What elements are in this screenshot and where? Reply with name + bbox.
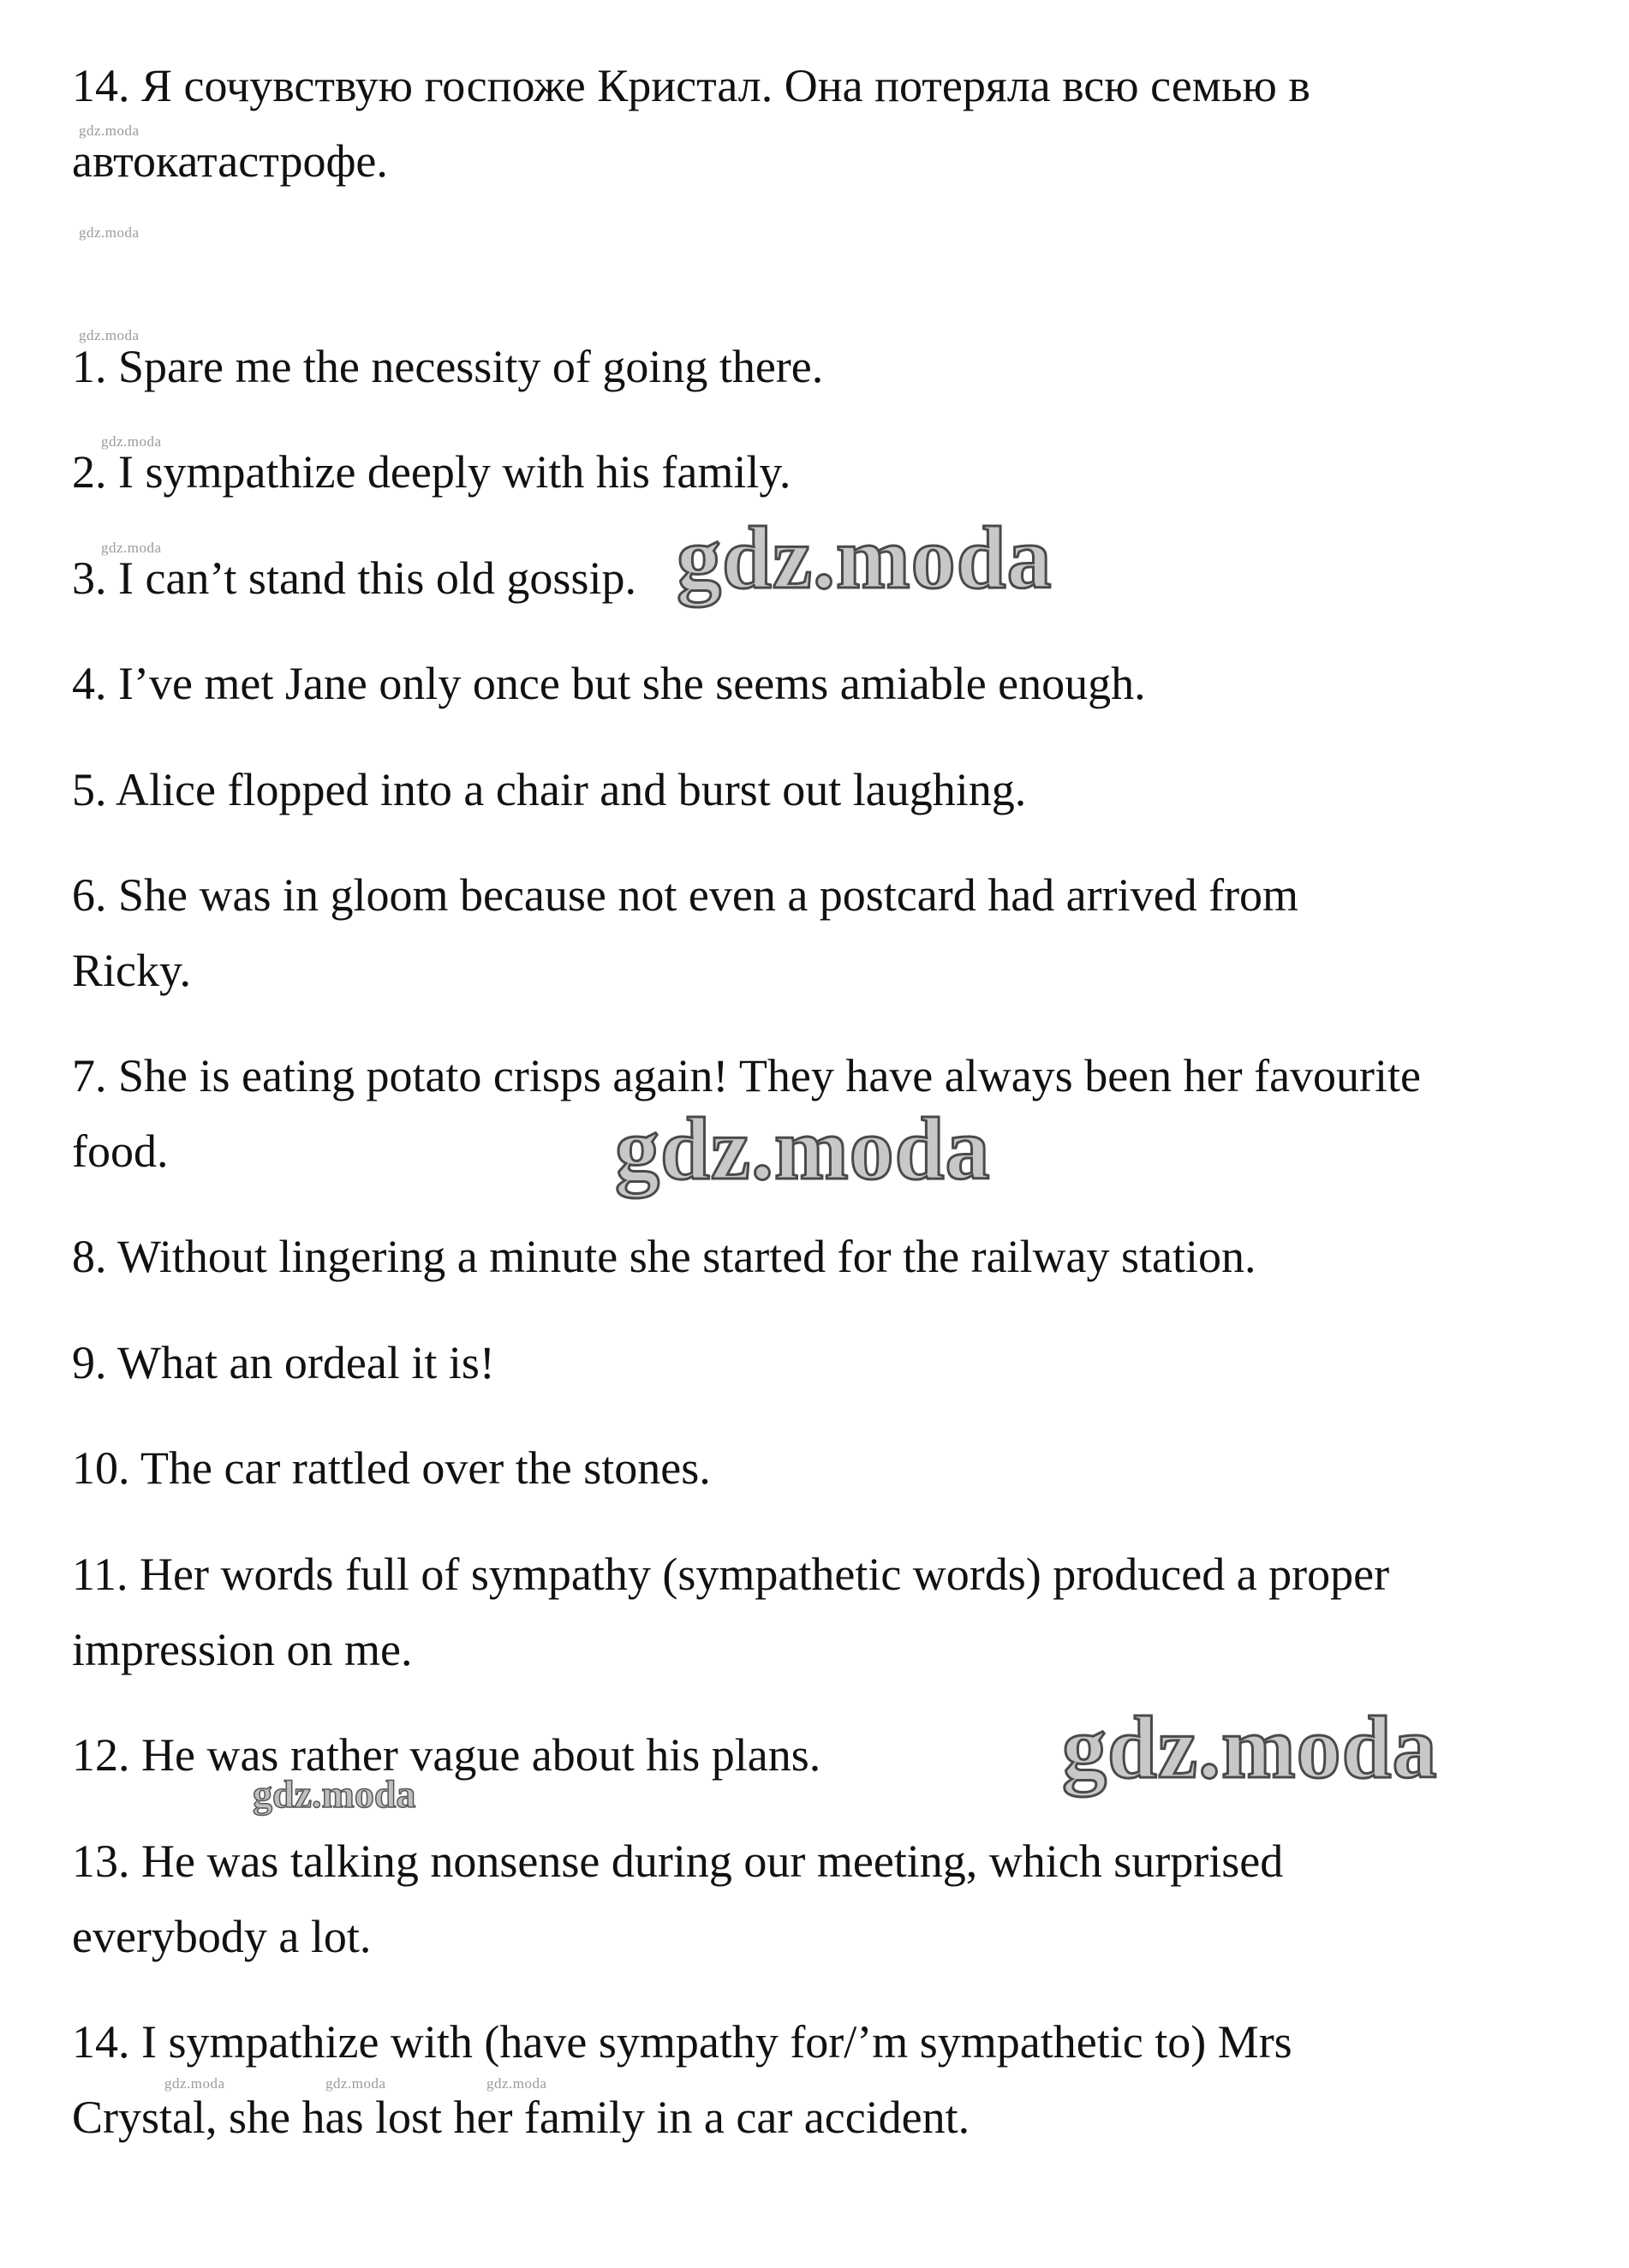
answer-9-line-1: 9. What an ordeal it is! bbox=[72, 1337, 495, 1388]
answer-3-line-1: 3. I can’t stand this old gossip. bbox=[72, 552, 636, 604]
answer-13-line-1: 13. He was talking nonsense during our meeting, which surprised bbox=[72, 1835, 1284, 1887]
answer-7-line-1: 7. She is eating potato crisps again! They have always been her favourite bbox=[72, 1050, 1421, 1101]
answer-6-line-1: 6. She was in gloom because not even a postcard had arrived from bbox=[72, 869, 1299, 921]
watermark-small: gdz.moda bbox=[486, 2075, 547, 2092]
answer-7-line-2: food. bbox=[72, 1125, 169, 1177]
answer-14-line-2: Crystal, she has lost her family in a car accident. bbox=[72, 2092, 970, 2143]
watermark-large: gdz.moda bbox=[615, 1100, 991, 1198]
answer-8-line-1: 8. Without lingering a minute she started for the railway station. bbox=[72, 1231, 1256, 1282]
watermark-small: gdz.moda bbox=[101, 433, 162, 450]
answer-12-line-1: 12. He was rather vague about his plans. bbox=[72, 1729, 821, 1781]
answer-1-line-1: 1. Spare me the necessity of going there. bbox=[72, 341, 824, 392]
answer-11-line-2: impression on me. bbox=[72, 1624, 413, 1675]
watermark-small: gdz.moda bbox=[325, 2075, 386, 2092]
watermark-small: gdz.moda bbox=[79, 224, 140, 241]
watermark-small: gdz.moda bbox=[101, 540, 162, 556]
answer-14-line-1: 14. I sympathize with (have sympathy for/’m sympathetic to) Mrs bbox=[72, 2016, 1292, 2068]
answer-2-line-1: 2. I sympathize deeply with his family. bbox=[72, 446, 791, 498]
watermark-large: gdz.moda bbox=[677, 509, 1053, 607]
answer-4-line-1: 4. I’ve met Jane only once but she seems amiable enough. bbox=[72, 658, 1146, 709]
watermark-small: gdz.moda bbox=[79, 327, 140, 343]
watermark-large: gdz.moda bbox=[1062, 1698, 1438, 1797]
task-line-1: 14. Я сочувствую госпоже Кристал. Она потеряла всю семью в bbox=[72, 60, 1310, 111]
answer-13-line-2: everybody a lot. bbox=[72, 1911, 372, 1962]
answer-6-line-2: Ricky. bbox=[72, 945, 191, 996]
task-line-2: автокатастрофе. bbox=[72, 135, 388, 187]
answer-10-line-1: 10. The car rattled over the stones. bbox=[72, 1442, 711, 1494]
watermark-medium: gdz.moda bbox=[253, 1772, 416, 1816]
watermark-small: gdz.moda bbox=[79, 122, 140, 139]
answer-11-line-1: 11. Her words full of sympathy (sympathetic words) produced a proper bbox=[72, 1549, 1390, 1600]
watermark-small: gdz.moda bbox=[164, 2075, 225, 2092]
answer-5-line-1: 5. Alice flopped into a chair and burst out laughing. bbox=[72, 764, 1027, 815]
